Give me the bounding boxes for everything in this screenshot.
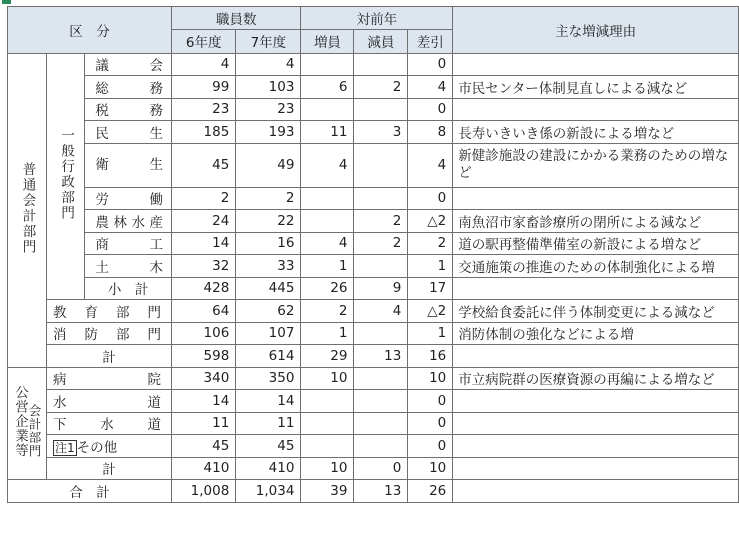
increase-value: [301, 187, 354, 210]
fy7-value: 1,034: [236, 480, 301, 503]
decrease-value: [354, 53, 408, 76]
decrease-value: 13: [354, 345, 408, 368]
reason-text: 交通施策の推進のための体制強化による増: [453, 255, 739, 278]
reason-text: [453, 187, 739, 210]
row-label: 土 木: [85, 255, 172, 278]
difference-value: 0: [408, 390, 453, 413]
difference-value: 4: [408, 143, 453, 187]
subtotal-row: [8, 277, 739, 300]
fy7-value: 14: [236, 390, 301, 413]
increase-value: [301, 98, 354, 121]
reason-text: 道の駅再整備準備室の新設による増など: [453, 232, 739, 255]
increase-value: [301, 412, 354, 435]
table-row: [8, 232, 739, 255]
row-label-text: その他: [76, 439, 118, 456]
reason-text: [453, 53, 739, 76]
row-label: 計: [47, 457, 172, 480]
reason-text: 市民センター体制見直しによる減など: [453, 76, 739, 99]
row-label: 総 務: [85, 76, 172, 99]
difference-value: △2: [408, 300, 453, 323]
fy7-value: 23: [236, 98, 301, 121]
difference-value: 0: [408, 98, 453, 121]
table-row: [8, 98, 739, 121]
decrease-value: [354, 367, 408, 390]
reason-text: [453, 480, 739, 503]
fy7-value: 445: [236, 277, 301, 300]
decrease-header: 減員: [354, 29, 408, 53]
row-label: 計: [47, 345, 172, 368]
increase-value: [301, 390, 354, 413]
reason-text: [453, 390, 739, 413]
fy6-value: 106: [172, 322, 236, 345]
reason-text: [453, 277, 739, 300]
row-label: 労 働: [85, 187, 172, 210]
difference-header: 差引: [408, 29, 453, 53]
fy6-value: 24: [172, 210, 236, 233]
increase-value: 10: [301, 457, 354, 480]
row-label: 小 計: [85, 277, 172, 300]
fy7-value: 49: [236, 143, 301, 187]
fy7-value: 22: [236, 210, 301, 233]
table-row: [8, 255, 739, 278]
fy6-value: 2: [172, 187, 236, 210]
fy7-value: 107: [236, 322, 301, 345]
fy7-value: 350: [236, 367, 301, 390]
difference-value: 16: [408, 345, 453, 368]
decrease-value: 0: [354, 457, 408, 480]
reason-text: 長寿いきいき係の新設による増など: [453, 121, 739, 144]
table-row: [8, 76, 739, 99]
row-label: 病 院: [47, 367, 172, 390]
reason-text: 新健診施設の建設にかかる業務のための増など: [453, 143, 739, 187]
total-row: [8, 345, 739, 368]
fy6-value: 64: [172, 300, 236, 323]
fy6-value: 32: [172, 255, 236, 278]
table-row: [8, 390, 739, 413]
row-label: 下 水 道: [47, 412, 172, 435]
table-row: [8, 210, 739, 233]
fy6-value: 1,008: [172, 480, 236, 503]
fy7-value: 614: [236, 345, 301, 368]
decrease-value: 4: [354, 300, 408, 323]
fy7-value: 11: [236, 412, 301, 435]
ordinary-group-text: 普通会計部門: [19, 161, 36, 255]
note-marker: 注1: [55, 440, 75, 455]
difference-value: 10: [408, 367, 453, 390]
difference-value: 0: [408, 53, 453, 76]
fy6-value: 410: [172, 457, 236, 480]
row-label: 農林水産: [85, 210, 172, 233]
increase-value: [301, 435, 354, 458]
difference-value: 0: [408, 187, 453, 210]
fy6-value: 45: [172, 435, 236, 458]
increase-value: 11: [301, 121, 354, 144]
row-label: 衛 生: [85, 143, 172, 187]
table-row: [8, 435, 739, 458]
decrease-value: [354, 390, 408, 413]
decrease-value: [354, 143, 408, 187]
division-header: 区 分: [8, 7, 172, 54]
reason-text: [453, 457, 739, 480]
total-row: [8, 457, 739, 480]
fy7-value: 4: [236, 53, 301, 76]
table-row: [8, 121, 739, 144]
general-admin-group-text: 一般行政部門: [58, 127, 75, 221]
increase-value: 39: [301, 480, 354, 503]
decrease-value: 2: [354, 76, 408, 99]
fy6-value: 45: [172, 143, 236, 187]
reason-text: 市立病院群の医療資源の再編による増など: [453, 367, 739, 390]
general-admin-group-label: [47, 53, 85, 300]
fy7-value: 62: [236, 300, 301, 323]
increase-value: 10: [301, 367, 354, 390]
reason-text: 消防体制の強化などによる増: [453, 322, 739, 345]
yoy-header: 対前年: [301, 7, 453, 30]
table-row: [8, 300, 739, 323]
increase-value: 2: [301, 300, 354, 323]
decrease-value: [354, 435, 408, 458]
difference-value: 26: [408, 480, 453, 503]
table-row: [8, 143, 739, 187]
increase-value: [301, 210, 354, 233]
fy6-value: 340: [172, 367, 236, 390]
decrease-value: 13: [354, 480, 408, 503]
fy7-value: 33: [236, 255, 301, 278]
decrease-value: [354, 98, 408, 121]
increase-value: 6: [301, 76, 354, 99]
difference-value: 1: [408, 255, 453, 278]
reason-text: [453, 98, 739, 121]
increase-value: [301, 53, 354, 76]
reason-text: [453, 435, 739, 458]
increase-value: 1: [301, 322, 354, 345]
caption-marker-icon: [2, 0, 11, 4]
table-row: [8, 412, 739, 435]
increase-value: 26: [301, 277, 354, 300]
fy7-value: 2: [236, 187, 301, 210]
increase-value: 1: [301, 255, 354, 278]
difference-value: 2: [408, 232, 453, 255]
decrease-value: [354, 187, 408, 210]
fy6-value: 598: [172, 345, 236, 368]
row-label: 合 計: [8, 480, 172, 503]
increase-value: 4: [301, 143, 354, 187]
fy6-value: 185: [172, 121, 236, 144]
public-enterprise-group-label: [8, 367, 47, 480]
table-row: [8, 187, 739, 210]
difference-value: 4: [408, 76, 453, 99]
reason-text: 南魚沼市家畜診療所の閉所による減など: [453, 210, 739, 233]
decrease-value: 2: [354, 232, 408, 255]
increase-header: 増員: [301, 29, 354, 53]
decrease-value: [354, 255, 408, 278]
increase-value: 4: [301, 232, 354, 255]
difference-value: 1: [408, 322, 453, 345]
reason-header: 主な増減理由: [453, 7, 739, 54]
public-enterprise-group-text-b: 会計部門: [27, 403, 43, 458]
fy6-value: 99: [172, 76, 236, 99]
decrease-value: 3: [354, 121, 408, 144]
difference-value: 10: [408, 457, 453, 480]
public-enterprise-group-text-a: 公営企業等: [12, 385, 29, 458]
reason-text: [453, 345, 739, 368]
fy6-value: 14: [172, 232, 236, 255]
increase-value: 29: [301, 345, 354, 368]
fy6-value: 428: [172, 277, 236, 300]
fy7-value: 103: [236, 76, 301, 99]
row-label: 水 道: [47, 390, 172, 413]
staff-count-table: [7, 6, 739, 503]
fy6-value: 14: [172, 390, 236, 413]
fy7-value: 16: [236, 232, 301, 255]
decrease-value: [354, 412, 408, 435]
row-label: 議 会: [85, 53, 172, 76]
fy6-value: 23: [172, 98, 236, 121]
difference-value: 0: [408, 412, 453, 435]
difference-value: 8: [408, 121, 453, 144]
row-label: 商 工: [85, 232, 172, 255]
grand-total-row: [8, 480, 739, 503]
fy7-header: 7年度: [236, 29, 301, 53]
fy6-header: 6年度: [172, 29, 236, 53]
fy6-value: 4: [172, 53, 236, 76]
table-row: [8, 367, 739, 390]
reason-text: 学校給食委託に伴う体制変更による減など: [453, 300, 739, 323]
staff-count-header: 職員数: [172, 7, 301, 30]
fy7-value: 193: [236, 121, 301, 144]
decrease-value: 9: [354, 277, 408, 300]
row-label: 民 生: [85, 121, 172, 144]
difference-value: 17: [408, 277, 453, 300]
difference-value: 0: [408, 435, 453, 458]
row-label: 税 務: [85, 98, 172, 121]
row-label: 教 育 部 門: [47, 300, 172, 323]
table-row: [8, 322, 739, 345]
decrease-value: 2: [354, 210, 408, 233]
fy6-value: 11: [172, 412, 236, 435]
fy7-value: 410: [236, 457, 301, 480]
fy7-value: 45: [236, 435, 301, 458]
decrease-value: [354, 322, 408, 345]
difference-value: △2: [408, 210, 453, 233]
row-label: [47, 435, 172, 458]
row-label: 消 防 部 門: [47, 322, 172, 345]
header-row-1: [8, 7, 739, 30]
ordinary-group-label: [8, 53, 47, 367]
reason-text: [453, 412, 739, 435]
table-row: [8, 53, 739, 76]
